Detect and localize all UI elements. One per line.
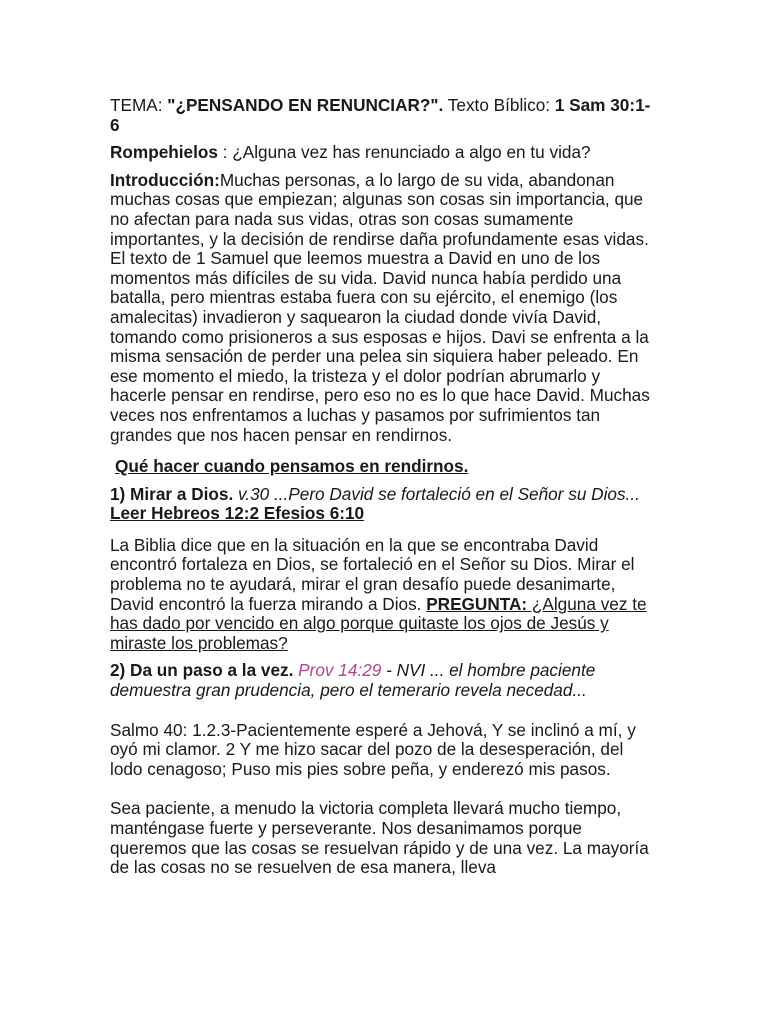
point2-verse: - NVI ... el hombre paciente demuestra gran prudencia, pero el temerario revela necedad... xyxy=(110,660,596,701)
question-label: PREGUNTA: xyxy=(426,593,528,614)
document-body xyxy=(110,96,658,878)
point2-body-paragraph xyxy=(110,799,658,877)
section-heading-paragraph xyxy=(110,457,658,477)
icebreaker-label: Rompehielos xyxy=(110,142,218,163)
title-label: TEMA: xyxy=(110,95,168,115)
psalm-text: Salmo 40: 1.2.3-Pacientemente esperé a Jehová, Y se inclinó a mí, y oyó mi clamor. 2 Y me hizo sacar del pozo de la desesperación, del lodo cenagoso; Puso mis pies sobre peña, y enderezó mis pasos. xyxy=(110,719,636,779)
point2-body: Sea paciente, a menudo la victoria completa llevará mucho tiempo, manténgase fuerte y perseverante. Nos desanimamos porque queremos que las cosas se resuelvan rápido y de una vez. La mayoría de las cosas no se resuelven de esa manera, lleva xyxy=(110,798,649,878)
point1-body: La Biblia dice que en la situación en la que se encontraba David encontró fortaleza en Dios, se fortaleció en el Señor su Dios. Mirar el problema no te ayudará, mirar el gran desafío puede desanimarte, David encontró la fuerza mirando a Dios. xyxy=(110,534,635,614)
psalm-paragraph xyxy=(110,721,658,780)
icebreaker-text: : ¿Alguna vez has renunciado a algo en tu vida? xyxy=(217,142,591,163)
icebreaker-paragraph xyxy=(110,143,658,163)
point1-heading: 1) Mirar a Dios. xyxy=(110,483,234,504)
point1-verse: v.30 ...Pero David se fortaleció en el Señor su Dios... xyxy=(233,483,640,504)
point2-heading-paragraph xyxy=(110,661,658,700)
point2-heading: 2) Da un paso a la vez. xyxy=(110,660,294,681)
point1-body-paragraph xyxy=(110,536,658,654)
intro-text: Muchas personas, a lo largo de su vida, abandonan muchas cosas que empiezan; algunas son cosas sin importancia, que no afectan para nada sus vidas, otras son cosas sumamente importantes, y la decisión de rendirse daña profundamente esas vidas. El texto de 1 Samuel que leemos muestra a David en uno de los momentos más difíciles de su vida. David nunca había perdido una batalla, pero mientras estaba fuera con su ejército, el enemigo (los amalecitas) invadieron y saquearon la ciudad donde vivía David, tomando como prisioneros a sus esposas e hijos. Davi se enfrenta a la misma sensación de perder una pelea sin siquiera haber peleado. En ese momento el miedo, la tristeza y el dolor podrían abrumarlo y hacerle pensar en rendirse, pero eso no es lo que hace David. Muchas veces nos enfrentamos a luchas y pasamos por sufrimientos tan grandes que nos hacen pensar en rendirnos. xyxy=(110,169,650,445)
point2-ref: Prov 14:29 xyxy=(293,660,382,681)
point1-heading-paragraph xyxy=(110,485,658,524)
point1-read: Leer Hebreos 12:2 Efesios 6:10 xyxy=(110,503,365,524)
question-text: ¿Alguna vez te has dado por vencido en algo porque quitaste los ojos de Jesús y miraste los problemas? xyxy=(110,593,647,653)
intro-label: Introducción: xyxy=(110,169,220,190)
bible-reference: 1 Sam 30:1-6 xyxy=(110,95,651,135)
title-line xyxy=(110,96,658,135)
section-heading: Qué hacer cuando pensamos en rendirnos. xyxy=(115,456,469,477)
intro-paragraph xyxy=(110,171,658,445)
title-name: "¿PENSANDO EN RENUNCIAR?". xyxy=(167,95,444,115)
bible-label: Texto Bíblico: xyxy=(443,95,555,115)
